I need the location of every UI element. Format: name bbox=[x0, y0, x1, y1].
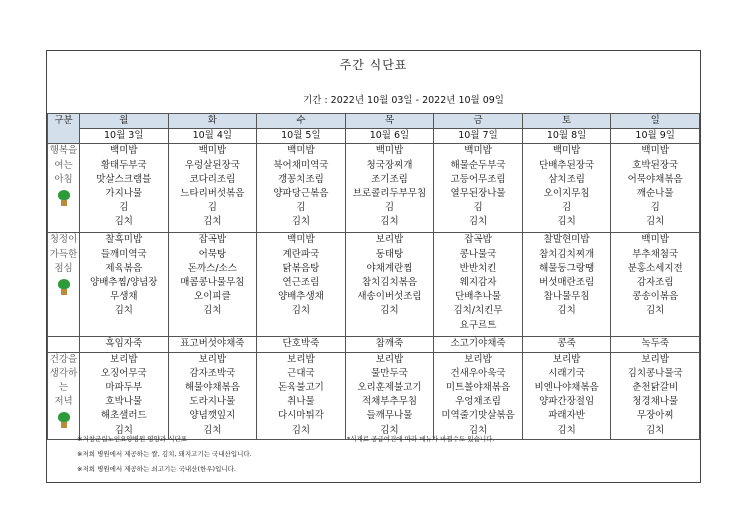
menu-item: 어묵야채볶음 bbox=[627, 173, 683, 185]
dinner-cell bbox=[168, 352, 257, 439]
dinner-cell bbox=[522, 352, 611, 439]
meal-label-text: 행복을 여는 아침 bbox=[49, 145, 78, 185]
breakfast-cell bbox=[168, 144, 257, 233]
menu-item: 춘천닭갈비 bbox=[632, 382, 679, 394]
breakfast-cell bbox=[611, 144, 700, 233]
menu-item: 버섯매란조림 bbox=[539, 277, 595, 289]
menu-item: 백미밥 bbox=[375, 145, 404, 157]
menu-item: 돈까스/소스 bbox=[187, 262, 237, 274]
meal-label-text: 건강을 생각하는 저녁 bbox=[49, 353, 78, 408]
menu-item: 오이피클 bbox=[193, 291, 231, 303]
menu-item: 김 bbox=[119, 202, 129, 214]
menu-item: 가지나물 bbox=[105, 188, 143, 200]
porridge-row bbox=[48, 337, 700, 352]
menu-item: 김치 bbox=[646, 305, 665, 317]
menu-item: 백미밥 bbox=[287, 234, 315, 246]
menu-item: 마파두부 bbox=[105, 382, 143, 394]
menu-sheet bbox=[46, 50, 701, 483]
porridge-cell: 단호박죽 bbox=[257, 337, 346, 352]
menu-item: 김치 bbox=[203, 216, 222, 228]
menu-item: 닭볶음탕 bbox=[282, 262, 320, 274]
menu-item: 도라지나물 bbox=[189, 396, 236, 408]
menu-item: 김치 bbox=[380, 216, 399, 228]
menu-item: 다시마튀각 bbox=[277, 410, 324, 422]
date-cell: 10월 5일 bbox=[257, 129, 346, 144]
menu-item: 김치 bbox=[468, 216, 488, 228]
potted-plant-icon bbox=[58, 412, 70, 428]
menu-item: 백미밥 bbox=[641, 145, 669, 157]
note-hospital: ※거창군립노인요양병원 영양과 식단표 bbox=[77, 435, 188, 443]
day-header: 수 bbox=[257, 114, 346, 129]
breakfast-cell bbox=[257, 144, 346, 233]
menu-item: 파래자반 bbox=[548, 410, 585, 422]
menu-item: 김치 bbox=[291, 216, 311, 228]
menu-item: 찰발현미밥 bbox=[543, 234, 590, 246]
porridge-cell: 녹두죽 bbox=[611, 337, 700, 352]
menu-item: 백미밥 bbox=[110, 145, 138, 157]
breakfast-row-label bbox=[48, 144, 80, 233]
note-origin-beef: ※저희 병원에서 제공하는 쇠고기는 국내산(한우)입니다. bbox=[77, 465, 236, 473]
date-cell: 10월 7일 bbox=[434, 129, 523, 144]
porridge-cell: 표고버섯야채죽 bbox=[168, 337, 257, 352]
menu-item: 들깨무나물 bbox=[366, 410, 413, 422]
menu-item: 보리밥 bbox=[198, 353, 227, 365]
meal-label-text: 청정이 가득한 점심 bbox=[49, 234, 78, 274]
menu-item: 계란파국 bbox=[282, 248, 320, 260]
porridge-label bbox=[48, 337, 80, 352]
lunch-cell bbox=[345, 233, 434, 337]
period-text: 기간 : 2022년 10월 03일 - 2022년 10월 09일 bbox=[303, 95, 504, 106]
date-cell: 10월 6일 bbox=[345, 129, 434, 144]
menu-item: 김 bbox=[207, 202, 217, 214]
menu-item: 황태두부국 bbox=[100, 159, 147, 171]
menu-item: 김치 bbox=[203, 305, 222, 317]
menu-item: 우렁살된장국 bbox=[184, 159, 240, 171]
menu-item: 새송이버섯조림 bbox=[357, 291, 422, 303]
menu-item: 김치 bbox=[291, 305, 311, 317]
date-row bbox=[48, 129, 700, 144]
menu-item: 오징어무국 bbox=[100, 367, 147, 379]
dinner-cell bbox=[611, 352, 700, 439]
breakfast-row bbox=[48, 144, 700, 233]
menu-item: 돈육불고기 bbox=[277, 382, 324, 394]
menu-item: 브로콜리두부무침 bbox=[352, 188, 427, 200]
menu-item: 근대국 bbox=[287, 367, 315, 379]
menu-item: 어묵탕 bbox=[198, 248, 227, 260]
lunch-cell bbox=[257, 233, 346, 337]
menu-item: 김치 bbox=[380, 424, 399, 436]
header-label: 구분 bbox=[48, 114, 80, 144]
menu-item: 깨순나물 bbox=[636, 188, 674, 200]
menu-item: 삼치조림 bbox=[548, 173, 585, 185]
page-title: 주간 식단표 bbox=[339, 58, 408, 72]
menu-item: 반반치킨 bbox=[459, 262, 497, 274]
menu-item: 호박나물 bbox=[105, 396, 143, 408]
menu-item: 김치 bbox=[114, 216, 133, 228]
menu-item: 백미밥 bbox=[552, 145, 581, 157]
menu-item: 김치/치킨무 bbox=[453, 305, 503, 317]
menu-item: 코다리조림 bbox=[189, 173, 236, 185]
date-cell: 10월 9일 bbox=[611, 129, 700, 144]
menu-item: 백미밥 bbox=[641, 234, 669, 246]
menu-item: 연근조림 bbox=[282, 277, 320, 289]
menu-item: 열무된장나물 bbox=[450, 188, 506, 200]
day-header: 토 bbox=[522, 114, 611, 129]
menu-item: 조기조림 bbox=[371, 173, 408, 185]
menu-item: 김 bbox=[384, 202, 395, 214]
dinner-row-label bbox=[48, 352, 80, 439]
menu-item: 매콤콩나물무침 bbox=[180, 277, 245, 289]
menu-item: 미트볼야채볶음 bbox=[445, 382, 511, 394]
menu-item: 무장아찌 bbox=[636, 410, 674, 422]
day-header: 월 bbox=[80, 114, 169, 129]
day-header: 금 bbox=[434, 114, 523, 129]
menu-item: 분홍소세지전 bbox=[627, 262, 683, 274]
menu-item: 김치 bbox=[557, 305, 576, 317]
menu-item: 해물동그랑땡 bbox=[539, 262, 595, 274]
menu-item: 김치 bbox=[646, 424, 665, 436]
menu-item: 김치 bbox=[557, 424, 576, 436]
menu-table bbox=[47, 113, 700, 440]
menu-item: 북어채미역국 bbox=[273, 159, 329, 171]
menu-item: 잡곡밥 bbox=[198, 234, 227, 246]
menu-item: 제육볶음 bbox=[105, 262, 143, 274]
menu-item: 맛살스크램블 bbox=[96, 173, 152, 185]
menu-item: 들깨미역국 bbox=[100, 248, 147, 260]
menu-item: 우엉채조림 bbox=[455, 396, 501, 408]
menu-item: 적채부추무침 bbox=[361, 396, 417, 408]
menu-item: 김 bbox=[562, 202, 572, 214]
menu-item: 양배추찜/양념장 bbox=[90, 277, 158, 289]
menu-item: 해초샐러드 bbox=[100, 410, 147, 422]
porridge-cell: 콩죽 bbox=[522, 337, 611, 352]
lunch-cell bbox=[80, 233, 169, 337]
menu-item: 참나물무침 bbox=[543, 291, 590, 303]
lunch-row-label bbox=[48, 233, 80, 337]
dinner-cell bbox=[345, 352, 434, 439]
breakfast-cell bbox=[522, 144, 611, 233]
menu-item: 감자조림 bbox=[636, 277, 674, 289]
note-supply: *식재료 공급여건에 따라 메뉴가 바뀔수도 있습니다. bbox=[347, 435, 495, 443]
menu-item: 청국장찌개 bbox=[366, 159, 413, 171]
menu-item: 단배추나물 bbox=[455, 291, 501, 303]
day-header: 일 bbox=[611, 114, 700, 129]
menu-item: 김치콩나물국 bbox=[627, 367, 683, 379]
menu-item: 무생채 bbox=[110, 291, 138, 303]
menu-item: 보리밥 bbox=[375, 353, 404, 365]
porridge-cell: 흑임자죽 bbox=[80, 337, 169, 352]
menu-item: 김치 bbox=[114, 305, 133, 317]
menu-item: 콩송이볶음 bbox=[632, 291, 679, 303]
lunch-cell bbox=[522, 233, 611, 337]
menu-item: 보리밥 bbox=[375, 234, 404, 246]
menu-item: 김 bbox=[296, 202, 306, 214]
menu-item: 감자조박국 bbox=[189, 367, 236, 379]
menu-item: 김치 bbox=[646, 216, 665, 228]
menu-item: 보리밥 bbox=[287, 353, 315, 365]
menu-item: 김치 bbox=[291, 424, 311, 436]
menu-item: 콩나물국 bbox=[459, 248, 497, 260]
breakfast-cell bbox=[345, 144, 434, 233]
note-origin-rice: ※저희 병원에서 제공하는 쌀, 김치, 돼지고기는 국내산입니다. bbox=[77, 450, 252, 458]
menu-item: 건새우아욱국 bbox=[450, 367, 506, 379]
menu-item: 양념깻잎지 bbox=[189, 410, 236, 422]
date-cell: 10월 4일 bbox=[168, 129, 257, 144]
menu-item: 김 bbox=[473, 202, 483, 214]
menu-item: 참치김치찌개 bbox=[539, 248, 595, 260]
menu-item: 갱꽁치조림 bbox=[277, 173, 324, 185]
menu-item: 김치 bbox=[114, 424, 133, 436]
porridge-cell: 참깨죽 bbox=[345, 337, 434, 352]
dinner-row bbox=[48, 352, 700, 439]
day-header: 목 bbox=[345, 114, 434, 129]
menu-item: 보리밥 bbox=[464, 353, 492, 365]
potted-plant-icon bbox=[58, 190, 70, 206]
potted-plant-icon bbox=[58, 279, 70, 295]
breakfast-cell bbox=[434, 144, 523, 233]
menu-item: 참치김치볶음 bbox=[361, 277, 417, 289]
lunch-cell bbox=[168, 233, 257, 337]
menu-item: 시래기국 bbox=[548, 367, 585, 379]
dinner-cell bbox=[80, 352, 169, 439]
menu-item: 보리밥 bbox=[552, 353, 581, 365]
menu-item: 양배추생채 bbox=[277, 291, 324, 303]
menu-item: 잡곡밥 bbox=[464, 234, 492, 246]
menu-item: 김치 bbox=[203, 424, 222, 436]
menu-item: 청경채나물 bbox=[632, 396, 679, 408]
date-cell: 10월 3일 bbox=[80, 129, 169, 144]
day-header: 화 bbox=[168, 114, 257, 129]
menu-item: 김치 bbox=[557, 216, 576, 228]
menu-item: 물만두국 bbox=[371, 367, 408, 379]
menu-item: 단배추된장국 bbox=[539, 159, 595, 171]
menu-item: 김치 bbox=[380, 305, 399, 317]
lunch-cell bbox=[611, 233, 700, 337]
menu-item: 동태탕 bbox=[375, 248, 404, 260]
dinner-cell bbox=[257, 352, 346, 439]
date-cell: 10월 8일 bbox=[522, 129, 611, 144]
day-header-row bbox=[48, 114, 700, 129]
menu-item: 해물야채볶음 bbox=[184, 382, 240, 394]
menu-item: 웨지감자 bbox=[459, 277, 497, 289]
menu-item: 백미밥 bbox=[464, 145, 492, 157]
dinner-cell bbox=[434, 352, 523, 439]
menu-item: 해물순두부국 bbox=[450, 159, 506, 171]
menu-item: 호박된장국 bbox=[632, 159, 679, 171]
lunch-cell bbox=[434, 233, 523, 337]
menu-item: 부추채첨국 bbox=[632, 248, 679, 260]
menu-item: 백미밥 bbox=[287, 145, 315, 157]
menu-item: 비엔나야채볶음 bbox=[534, 382, 599, 394]
menu-item: 백미밥 bbox=[198, 145, 227, 157]
menu-item: 김 bbox=[650, 202, 660, 214]
menu-item: 야채계란찜 bbox=[366, 262, 413, 274]
breakfast-cell bbox=[80, 144, 169, 233]
menu-item: 보리밥 bbox=[110, 353, 138, 365]
menu-item: 찰흑미밥 bbox=[105, 234, 143, 246]
menu-item: 고등어무조림 bbox=[450, 173, 506, 185]
menu-item: 취나물 bbox=[287, 396, 315, 408]
menu-item: 느타리버섯볶음 bbox=[180, 188, 245, 200]
menu-item: 양파당근볶음 bbox=[273, 188, 329, 200]
porridge-cell: 소고기야채죽 bbox=[434, 337, 523, 352]
menu-item: 요구르트 bbox=[459, 319, 497, 331]
menu-item: 보리밥 bbox=[641, 353, 669, 365]
menu-item: 미역줄기맛살볶음 bbox=[441, 410, 515, 422]
menu-item: 오이지무침 bbox=[543, 188, 590, 200]
menu-item: 김치 bbox=[468, 424, 488, 436]
menu-item: 양파간장절임 bbox=[539, 396, 595, 408]
lunch-row bbox=[48, 233, 700, 337]
menu-item: 오리훈제불고기 bbox=[357, 382, 422, 394]
